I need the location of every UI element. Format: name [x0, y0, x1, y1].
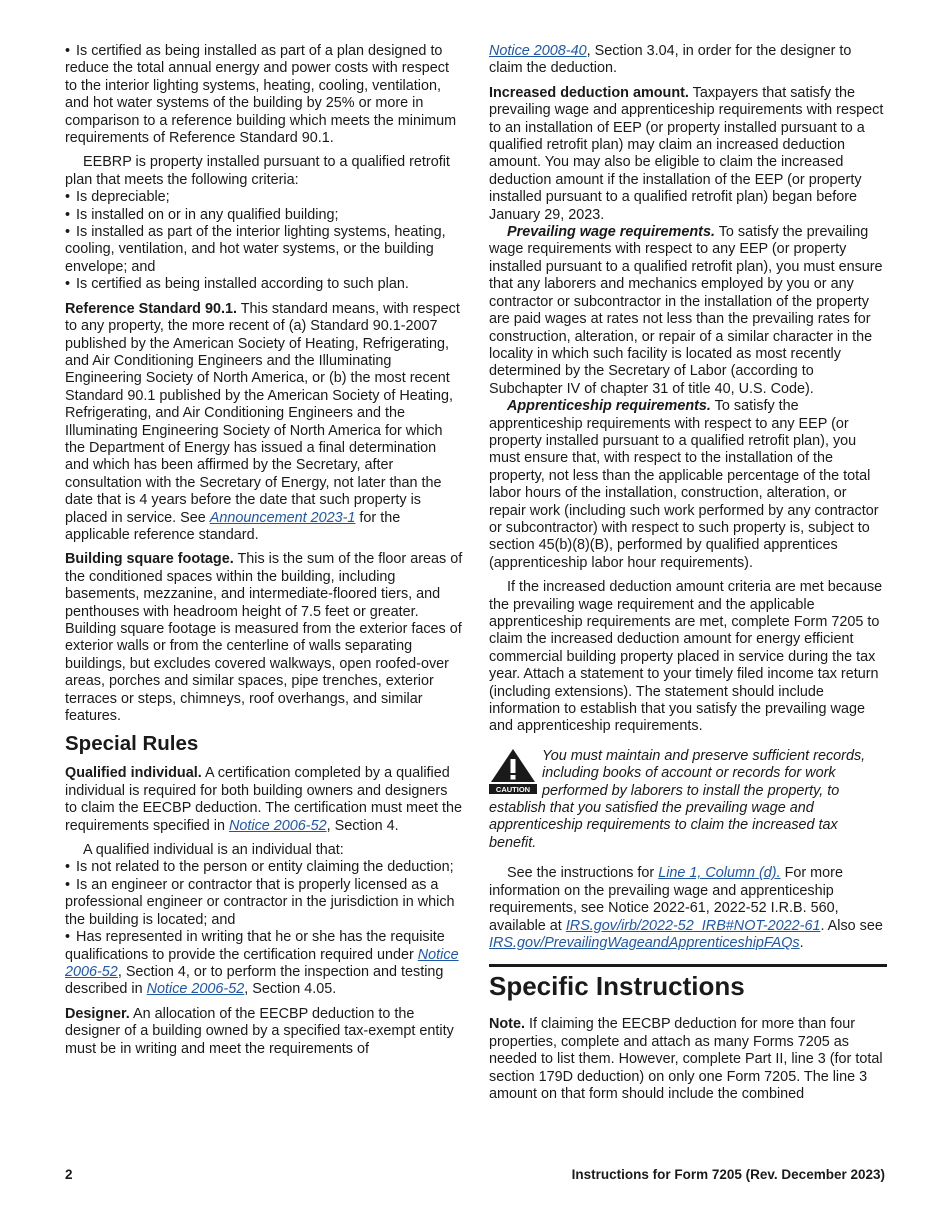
qualified-individual-intro: A qualified individual is an individual that: [83, 842, 344, 859]
increased-deduction-heading: Increased deduction amount. [489, 84, 689, 101]
caution-icon [489, 748, 537, 794]
apprenticeship-heading: Apprenticeship requirements. [507, 398, 711, 415]
qualified-individual-bullet: • Is not related to the person or entity claiming the deduction; [65, 859, 463, 876]
caution-note [489, 748, 887, 852]
irb-notice-link[interactable]: IRS.gov/irb/2022-52_IRB#NOT-2022-61 [565, 917, 821, 934]
eebrp-bullet: • Is installed as part of the interior lighting systems, heating, cooling, ventilation, and hot water systems, or the building envelope; and [65, 224, 463, 276]
caution-label: CAUTION [495, 784, 531, 794]
form-footer-title: Instructions for Form 7205 (Rev. December 2023) [571, 1167, 885, 1182]
caution-text: You must maintain and preserve sufficient records, including books of account or records for work performed by laborers to install the property, to establish that you satisfied the prevailing wage and apprenticeship requirements to claim the increased tax benefit. [489, 747, 866, 851]
qualified-individual-paragraph: Qualified individual. A certification completed by a qualified individual is required for both building owners and designers to claim the EECBP deduction. The certification must meet the requirements specified in Notice 2006-52, Section 4. [65, 765, 463, 834]
note-heading: Note. [489, 1016, 525, 1033]
note-paragraph: Note. If claiming the EECBP deduction for more than four properties, complete and attach as many Forms 7205 as needed to list them. However, complete Part II, line 3 (for total section 179D deduction) on only one Form 7205. The line 3 amount on that form should include the combined [489, 1016, 883, 1102]
right-column [489, 43, 887, 1110]
apprenticeship-paragraph: Apprenticeship requirements. To satisfy the apprenticeship requirements with respect to any EEP (or property installed pursuant to a qualified retrofit plan), you must ensure that, with respect to the installation of the property, not less than the applicable percentage of the total labor hours of the installation, construction, alteration, or repair work (including such work performed by any contractor or subcontractor) with respect to such property is, subject to section 45(b)(8)(B), performed by qualified apprentices (apprenticeship labor hour requirements). [489, 398, 879, 571]
designer-continuation: Notice 2008-40, Section 3.04, in order for the designer to claim the deduction. [489, 43, 852, 77]
building-square-footage-heading: Building square footage. [65, 551, 234, 568]
designer-heading: Designer. [65, 1005, 130, 1022]
qualified-individual-heading: Qualified individual. [65, 765, 202, 782]
notice-2006-52-link[interactable]: Notice 2006-52 [65, 946, 459, 980]
prevailing-wage-heading: Prevailing wage requirements. [507, 224, 715, 241]
intro-bullet: • Is certified as being installed as part of a plan designed to reduce the total annual energy and power costs with respect to the interior lighting systems, heating, cooling, ventilation, and hot water systems of the building by 25% or more in comparison to a reference building which meets the minimum requirements of Reference Standard 90.1. [65, 43, 463, 147]
left-column [65, 43, 463, 1065]
designer-paragraph: Designer. An allocation of the EECBP deduction to the designer of a building owned by a specified tax-exempt entity must be in writing and meet the requirements of [65, 1005, 454, 1057]
eebrp-bullet: • Is depreciable; [65, 189, 463, 206]
section-divider [489, 964, 887, 967]
prevailing-wage-faq-link[interactable]: IRS.gov/PrevailingWageandApprenticeshipFAQs [489, 934, 800, 951]
increased-deduction-paragraph: Increased deduction amount. Taxpayers that satisfy the prevailing wage and apprenticeship requirements with respect to an installation of EEP (or property installed pursuant to a qualified retrofit plan) may claim an increased deduction amount. You may also be eligible to claim the increased deduction amount if the installation of the EEP (or property installed pursuant to a qualified retrofit plan) began before January 29, 2023. [489, 84, 884, 223]
eebrp-bullet: • Is installed on or in any qualified building; [65, 207, 463, 224]
qualified-individual-bullet: • Is an engineer or contractor that is properly licensed as a professional engineer or contractor in the jurisdiction in which the building is located; and [65, 877, 463, 929]
prevailing-wage-paragraph: Prevailing wage requirements. To satisfy the prevailing wage requirements with respect to any EEP (or property installed pursuant to a qualified retrofit plan), you must ensure that any laborers and mechanics employed by you or any contractor or subcontractor in the installation of the property are paid wages at rates not less than the prevailing rates for construction, alteration, or repair of a similar character in the locality in which such facility is located as most recently determined by the Secretary of Labor (according to Subchapter IV of chapter 31 of title 40, U.S. Code). [489, 224, 883, 397]
specific-instructions-heading: Specific Instructions [489, 971, 745, 1002]
notice-2006-52-link[interactable]: Notice 2006-52 [228, 817, 327, 834]
reference-standard-paragraph: Reference Standard 90.1. This standard means, with respect to any property, the more recent of (a) Standard 90.1-2007 published by the American Society of Heating, Refrigerating, and Air Conditioning Engineers and the Illuminating Engineering Society of North America, or (b) the most recent Standard 90.1 published by the American Society of Heating, Refrigerating, and Air Conditioning Engineers and the Illuminating Engineering Society of North America for which the Department of Energy has issued a final determination and which has been affirmed by the Secretary, after consultation with the Secretary of Energy, not later than the date that is 4 years before the date that such property is placed in service. See Announcement 2023-1 for the applicable reference standard. [65, 300, 460, 543]
line-1-column-d-link[interactable]: Line 1, Column (d). [658, 865, 781, 882]
eebrp-paragraph: EEBRP is property installed pursuant to a qualified retrofit plan that meets the following criteria: [65, 154, 450, 188]
increased-criteria-paragraph: If the increased deduction amount criteria are met because the prevailing wage requirement and the applicable apprenticeship requirements are met, complete Form 7205 to claim the increased deduction amount for energy efficient commercial building property placed in service during the tax year. Attach a statement to your timely filed income tax return (including extensions). The statement should include information to establish that you satisfy the prevailing wage and apprenticeship requirements. [489, 579, 883, 735]
qualified-individual-bullet: • Has represented in writing that he or she has the requisite qualifications to provide the certification required under Notice 2006-52, Section 4, or to perform the inspection and testing described in Notice 2006-52, Section 4.05. [65, 929, 463, 999]
special-rules-heading: Special Rules [65, 732, 199, 756]
see-instructions-paragraph: See the instructions for Line 1, Column (d). For more information on the prevailing wage and apprenticeship requirements, see Notice 2022-61, 2022-52 I.R.B. 560, available at IRS.gov/irb/2022-52_IRB#NOT-2022-61. Also see IRS.gov/PrevailingWageandApprenticeshipFAQs. [489, 865, 883, 951]
notice-2006-52-link[interactable]: Notice 2006-52 [146, 981, 245, 998]
notice-2008-40-link[interactable]: Notice 2008-40 [489, 43, 587, 59]
announcement-2023-1-link[interactable]: Announcement 2023-1 [209, 509, 356, 526]
eebrp-bullet: • Is certified as being installed according to such plan. [65, 276, 463, 293]
page-number: 2 [65, 1167, 73, 1182]
reference-standard-heading: Reference Standard 90.1. [65, 300, 237, 317]
building-square-footage-paragraph: Building square footage. This is the sum of the floor areas of the conditioned spaces within the building, including basements, mezzanine, and intermediate-floored tiers, and penthouses with headroom height of 7.5 feet or greater. Building square footage is measured from the exterior faces of exterior walls or from the centerline of walls separating buildings, but excludes covered walkways, open roofed-over areas, porches and similar spaces, pipe trenches, exterior terraces or steps, chimneys, roof overhangs, and similar features. [65, 551, 463, 725]
